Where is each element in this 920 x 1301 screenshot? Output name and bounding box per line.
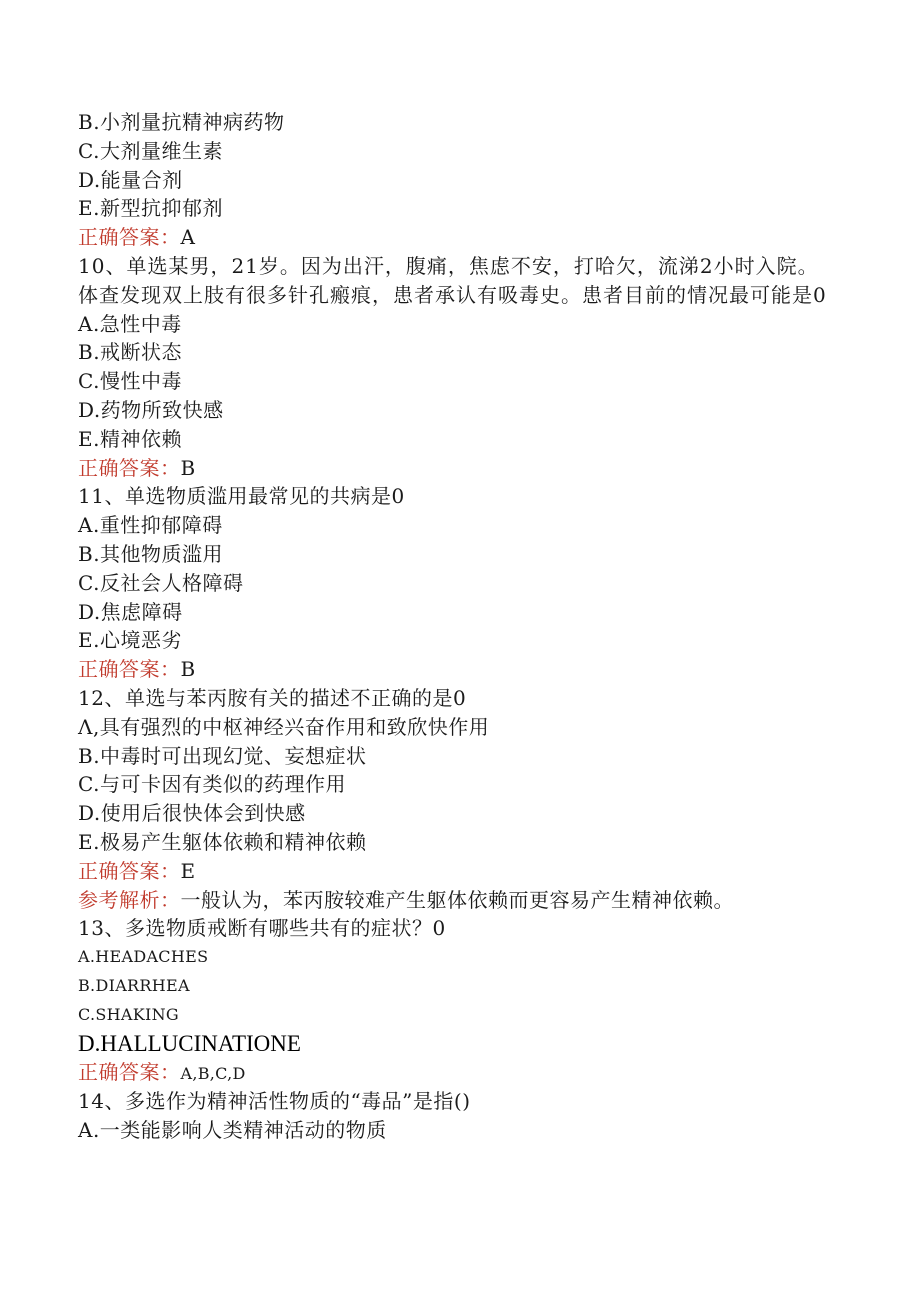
q9-option-c: C.大剂量维生素 [78, 138, 223, 163]
answer-label: 正确答案： [78, 455, 181, 480]
q9-option-d: D.能量合剂 [78, 167, 183, 192]
q14-option-a: A.一类能影响人类精神活动的物质 [78, 1117, 387, 1142]
q13-answer [78, 1058, 838, 1087]
q12-option-d: D.使用后很快体会到快感 [78, 801, 306, 826]
q13-option-b: B.DIARRHEA [78, 975, 190, 995]
answer-value: B [180, 455, 196, 480]
q13-stem: 13、多选物质戒断有哪些共有的症状？0 [78, 916, 446, 941]
q11-stem: 11、单选物质滥用最常见的共病是0 [78, 484, 405, 509]
q10-option-c: C.慢性中毒 [78, 369, 182, 394]
q14-stem: 14、多选作为精神活性物质的“毒品”是指() [78, 1089, 471, 1114]
q11-option-a: A.重性抑郁障碍 [78, 513, 223, 538]
q13-option-c: C.SHAKING [78, 1004, 179, 1024]
q11-option-c: C.反社会人格障碍 [78, 570, 244, 595]
q9-option-e: E.新型抗抑郁剂 [78, 196, 223, 221]
answer-value: A [180, 225, 196, 250]
answer-label: 正确答案： [78, 1060, 181, 1085]
q9-option-b: B.小剂量抗精神病药物 [78, 110, 285, 134]
q10-option-b: B.戒断状态 [78, 340, 183, 365]
answer-label: 正确答案： [78, 225, 181, 250]
answer-label: 正确答案： [78, 657, 181, 682]
q11-answer [78, 655, 838, 684]
q10-answer [78, 454, 838, 483]
answer-value: B [180, 657, 196, 682]
q9-answer [78, 223, 838, 252]
q12-option-c: C.与可卡因有类似的药理作用 [78, 772, 346, 797]
q13-option-d: D.HALLUCINATIONE [78, 1030, 301, 1056]
q12-option-a: Λ,具有强烈的中枢神经兴奋作用和致欣快作用 [78, 714, 490, 739]
q11-option-e: E.心境恶劣 [78, 628, 182, 653]
analysis-label: 参考解析： [78, 887, 181, 912]
q13-option-a: A.HEADACHES [78, 947, 209, 967]
q10-stem: 10、单选某男，21岁。因为出汗，腹痛，焦虑不安，打哈欠，流涕2小时入院。体查发现双上肢有很多针孔瘢痕，患者承认有吸毒史。患者目前的情况最可能是0 [78, 253, 827, 307]
analysis-text: 一般认为，苯丙胺较难产生躯体依赖而更容易产生精神依赖。 [180, 887, 734, 912]
q11-option-d: D.焦虑障碍 [78, 599, 183, 624]
answer-label: 正确答案： [78, 858, 181, 883]
q12-option-e: E.极易产生躯体依赖和精神依赖 [78, 829, 367, 854]
q10-option-e: E.精神依赖 [78, 426, 182, 451]
document-page [78, 108, 838, 1145]
q12-answer [78, 857, 838, 886]
q11-option-b: B.其他物质滥用 [78, 541, 224, 566]
q12-option-b: B.中毒时可出现幻觉、妄想症状 [78, 743, 367, 768]
q10-option-a: A.急性中毒 [78, 311, 182, 336]
answer-value: E [180, 858, 196, 883]
q12-stem: 12、单选与苯丙胺有关的描述不正确的是0 [78, 685, 467, 710]
q12-analysis [78, 886, 838, 915]
answer-value: A,B,C,D [180, 1064, 246, 1084]
q10-option-d: D.药物所致快感 [78, 397, 224, 422]
